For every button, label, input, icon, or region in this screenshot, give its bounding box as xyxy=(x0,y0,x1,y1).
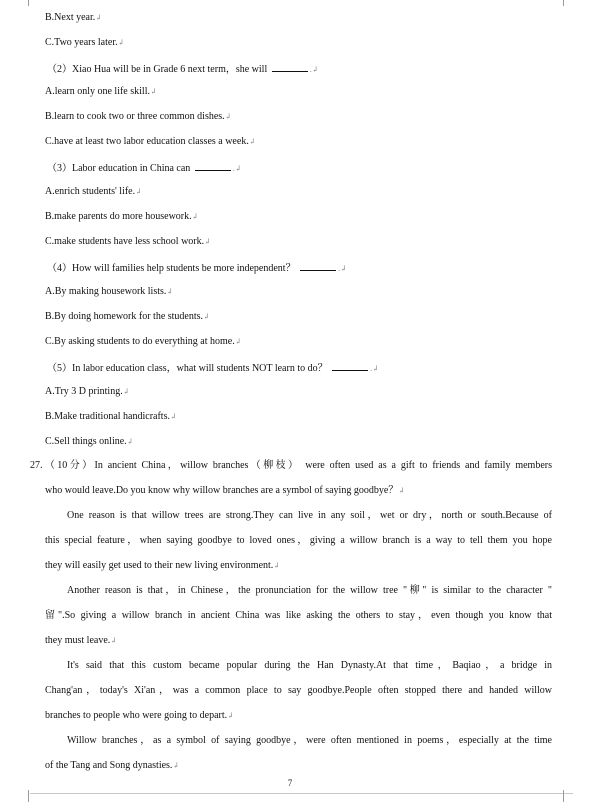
passage-line xyxy=(67,659,552,673)
option-text: B.Next year. xyxy=(45,12,96,23)
option-text: C.By asking students to do everything at home. xyxy=(45,336,235,347)
passage-text: 留".So giving a willow branch in ancient China was like asking the others to stay，even though you know that xyxy=(45,610,552,621)
option-text: A.learn only one life skill. xyxy=(45,86,150,97)
option-b: B.Next year.↲ xyxy=(45,12,102,23)
passage-text: Chang'an，today's Xi'an，was a common place to say goodbye.People often stopped there and handed willow xyxy=(45,685,552,696)
passage-line xyxy=(67,509,552,523)
option-c: C.Sell things online.↲ xyxy=(45,436,134,447)
option-text: A.By making housework lists. xyxy=(45,286,167,297)
corner-mark-bottom-left xyxy=(28,790,29,802)
option-text: A.enrich students' life. xyxy=(45,186,136,197)
passage-line: they will easily get used to their new living environment.↲ xyxy=(45,560,280,571)
answer-blank[interactable] xyxy=(195,159,231,171)
page-number: 7 xyxy=(287,778,293,788)
option-b: B.Make traditional handicrafts.↲ xyxy=(45,411,177,422)
stem-text: （4）How will families help students be more independent？ xyxy=(47,263,296,274)
stem-text: （5）In labor education class，what will students NOT learn to do？ xyxy=(47,363,328,374)
option-text: B.learn to cook two or three common dishes. xyxy=(45,111,225,122)
option-a: A.enrich students' life.↲ xyxy=(45,186,142,197)
question-stem: （2）Xiao Hua will be in Grade 6 next term，she will .↲ xyxy=(47,60,318,77)
passage-line: of the Tang and Song dynasties.↲ xyxy=(45,760,180,771)
option-a: A.By making housework lists.↲ xyxy=(45,286,174,297)
answer-blank[interactable] xyxy=(332,359,368,371)
passage-line xyxy=(45,684,552,698)
passage-text: of the Tang and Song dynasties. xyxy=(45,760,173,771)
option-b: B.By doing homework for the students.↲ xyxy=(45,311,210,322)
question-stem: （4）How will families help students be more independent？ .↲ xyxy=(47,259,347,276)
corner-mark-top-right xyxy=(563,0,564,6)
passage-text: One reason is that willow trees are strong.They can live in any soil，wet or dry，north or south.Because of xyxy=(67,510,552,521)
stem-text: （3）Labor education in China can xyxy=(47,163,191,174)
passage-line xyxy=(45,534,552,548)
answer-blank[interactable] xyxy=(272,60,308,72)
passage-text: Another reason is that，in Chinese，the pronunciation for the willow tree "柳" is similar to the character " xyxy=(67,585,552,596)
passage-text: this special feature，when saying goodbye to loved ones，giving a willow branch is a way to tell them you hope xyxy=(45,535,552,546)
passage-text: Willow branches，as a symbol of saying goodbye，were often mentioned in poems，especially at the time xyxy=(67,735,552,746)
option-text: C.make students have less school work. xyxy=(45,236,205,247)
option-text: C.Two years later. xyxy=(45,37,118,48)
option-text: C.Sell things online. xyxy=(45,436,127,447)
passage-text: who would leave.Do you know why willow branches are a symbol of saying goodbye？ xyxy=(45,485,399,496)
passage-line xyxy=(67,734,552,748)
option-c: C.By asking students to do everything at home.↲ xyxy=(45,336,242,347)
option-b: B.learn to cook two or three common dishes.↲ xyxy=(45,111,232,122)
option-a: A.Try 3 D printing.↲ xyxy=(45,386,130,397)
option-b: B.make parents do more housework.↲ xyxy=(45,211,199,222)
answer-blank[interactable] xyxy=(300,259,336,271)
option-c: C.make students have less school work.↲ xyxy=(45,236,211,247)
passage-line: who would leave.Do you know why willow branches are a symbol of saying goodbye？↲ xyxy=(45,485,405,496)
passage-line xyxy=(45,609,552,623)
question-stem: （3）Labor education in China can .↲ xyxy=(47,159,242,176)
passage-text: they will easily get used to their new living environment. xyxy=(45,560,274,571)
option-text: B.Make traditional handicrafts. xyxy=(45,411,170,422)
option-text: B.make parents do more housework. xyxy=(45,211,192,222)
option-text: A.Try 3 D printing. xyxy=(45,386,123,397)
option-c: C.Two years later.↲ xyxy=(45,37,125,48)
footer-rule xyxy=(30,793,573,794)
corner-mark-top-left xyxy=(28,0,29,6)
passage-line: branches to people who were going to depart.↲ xyxy=(45,710,234,721)
option-c: C.have at least two labor education classes a week.↲ xyxy=(45,136,256,147)
stem-text: （2）Xiao Hua will be in Grade 6 next term，she will xyxy=(47,64,268,75)
corner-mark-bottom-right xyxy=(563,790,564,802)
option-text: C.have at least two labor education classes a week. xyxy=(45,136,249,147)
option-text: B.By doing homework for the students. xyxy=(45,311,204,322)
passage-text: It's said that this custom became popular during the Han Dynasty.At that time，Baqiao，a bridge in xyxy=(67,660,552,671)
passage-line xyxy=(30,459,552,473)
option-a: A.learn only one life skill.↲ xyxy=(45,86,157,97)
passage-line xyxy=(67,584,552,598)
passage-line: they must leave.↲ xyxy=(45,635,117,646)
passage-text: 27.（10分）In ancient China，willow branches（柳枝） were often used as a gift to friends and family members xyxy=(30,460,552,471)
question-stem: （5）In labor education class，what will students NOT learn to do？ .↲ xyxy=(47,359,379,376)
passage-text: branches to people who were going to depart. xyxy=(45,710,228,721)
passage-text: they must leave. xyxy=(45,635,111,646)
